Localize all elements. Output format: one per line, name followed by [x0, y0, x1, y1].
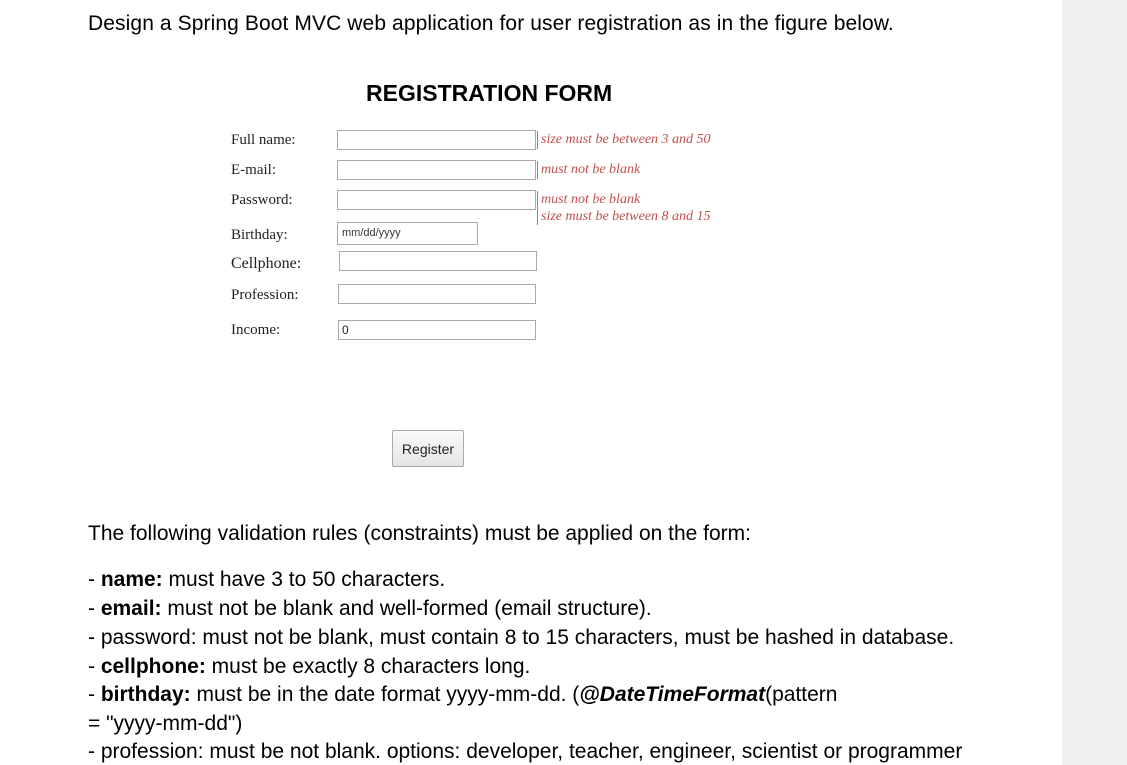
email-input[interactable] [337, 160, 536, 180]
rule-birthday-annotation: @DateTimeFormat [579, 683, 766, 706]
rule-password: - password: must not be blank, must contain 8 to 15 characters, must be hashed in database. [88, 626, 955, 649]
rule-name-key: name: [100, 568, 163, 591]
birthday-placeholder: mm/dd/yyyy [342, 227, 401, 239]
full-name-error: size must be between 3 and 50 [541, 132, 711, 147]
form-title: REGISTRATION FORM [366, 80, 613, 106]
rule-name [88, 568, 445, 592]
password-error-size: size must be between 8 and 15 [541, 209, 711, 224]
register-button[interactable]: Register [392, 430, 464, 467]
cellphone-input[interactable] [339, 251, 537, 271]
rule-birthday [88, 683, 837, 707]
email-label: E-mail: [231, 162, 276, 178]
rule-name-prefix: - [88, 568, 101, 591]
full-name-error-bar [537, 131, 538, 149]
rule-birthday-text-after: (pattern [765, 683, 838, 706]
rule-cellphone-text: must be exactly 8 characters long. [205, 655, 531, 678]
full-name-input[interactable] [337, 130, 536, 150]
rule-name-text: must have 3 to 50 characters. [162, 568, 446, 591]
email-error-bar [537, 161, 538, 179]
email-error: must not be blank [541, 162, 641, 177]
birthday-label: Birthday: [231, 227, 288, 243]
intro-text: Design a Spring Boot MVC web application for user registration as in the figure below. [88, 12, 894, 35]
rule-email [88, 597, 652, 621]
password-label: Password: [231, 192, 293, 208]
rule-email-text: must not be blank and well-formed (email structure). [161, 597, 652, 620]
rule-birthday-key: birthday: [100, 683, 191, 706]
rule-email-key: email: [100, 597, 162, 620]
password-input[interactable] [337, 190, 536, 210]
rules-heading: The following validation rules (constraints) must be applied on the form: [88, 522, 751, 545]
rule-profession: - profession: must be not blank. options: developer, teacher, engineer, scientist or programmer [88, 740, 963, 763]
password-error-bar [537, 191, 538, 225]
rule-birthday-text: must be in the date format yyyy-mm-dd. ( [190, 683, 580, 706]
rule-birthday-prefix: - [88, 683, 101, 706]
margin-sidebar [1062, 0, 1127, 765]
full-name-label: Full name: [231, 132, 296, 148]
password-error-blank: must not be blank [541, 192, 641, 207]
rule-email-prefix: - [88, 597, 101, 620]
birthday-input[interactable] [337, 222, 478, 245]
rule-cellphone-key: cellphone: [100, 655, 206, 678]
rule-birthday-continuation: = "yyyy-mm-dd") [88, 712, 243, 735]
profession-input[interactable] [338, 284, 536, 304]
income-value: 0 [342, 323, 349, 337]
profession-label: Profession: [231, 287, 299, 303]
rule-cellphone [88, 655, 530, 679]
cellphone-label: Cellphone: [231, 255, 302, 272]
income-label: Income: [231, 322, 281, 338]
income-input[interactable] [338, 320, 536, 340]
rule-cellphone-prefix: - [88, 655, 101, 678]
